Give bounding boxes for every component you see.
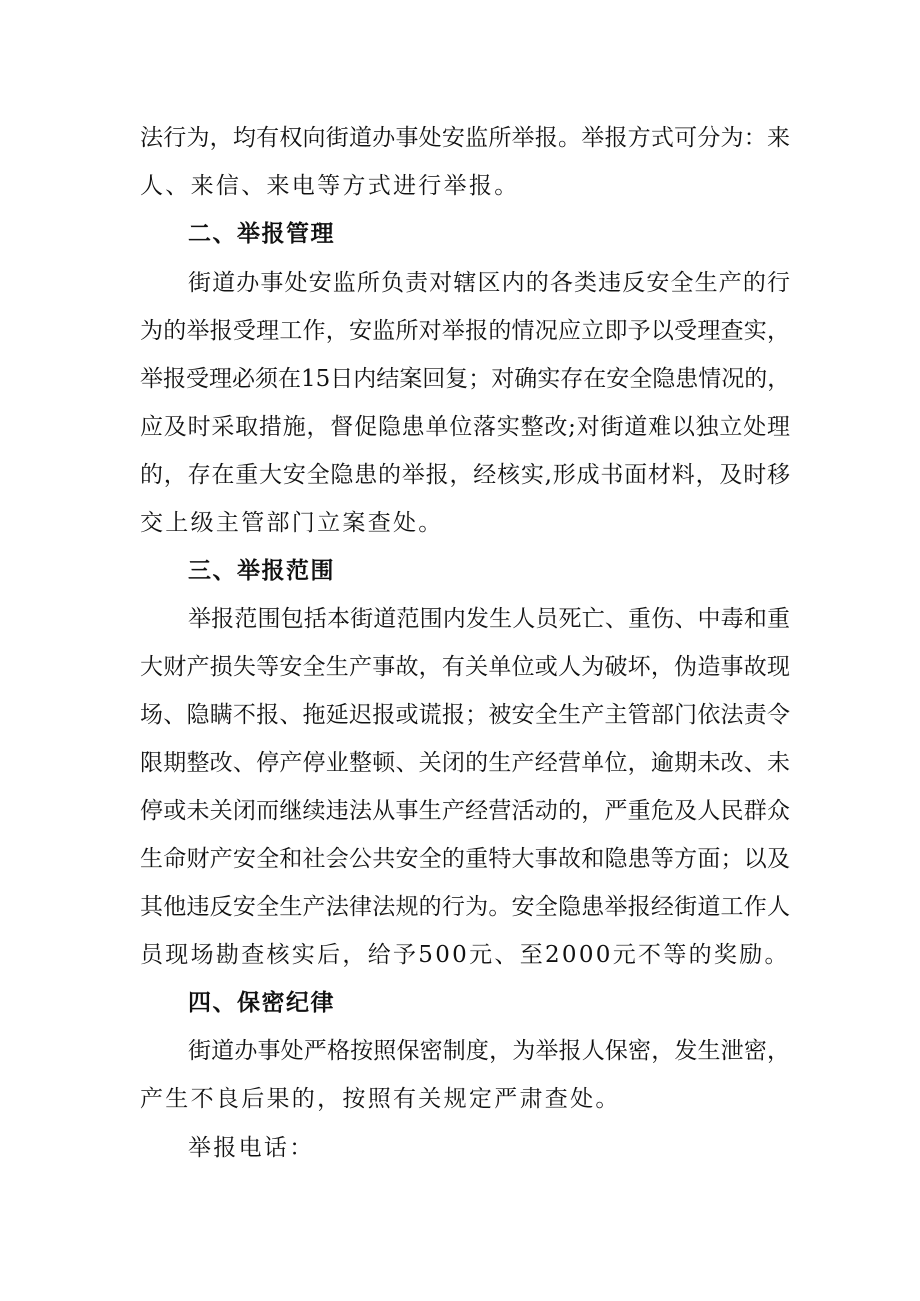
paragraph-line: 交上级主管部门立案查处。 xyxy=(140,510,444,536)
paragraph-line: 的，存在重大安全隐患的举报，经核实,形成书面材料，及时移 xyxy=(140,462,790,488)
paragraph-line: 应及时采取措施，督促隐患单位落实整改;对街道难以独立处理 xyxy=(140,414,790,440)
paragraph-line: 生命财产安全和社会公共安全的重特大事故和隐患等方面；以及 xyxy=(140,846,790,872)
paragraph-line: 限期整改、停产停业整顿、关闭的生产经营单位，逾期未改、未 xyxy=(140,750,790,776)
paragraph-line: 为的举报受理工作，安监所对举报的情况应立即予以受理查实， xyxy=(140,318,790,344)
section-heading-confidentiality: 四、保密纪律 xyxy=(188,990,335,1016)
paragraph-line: 场、隐瞒不报、拖延迟报或谎报；被安全生产主管部门依法责令 xyxy=(140,702,790,728)
paragraph-line: 产生不良后果的，按照有关规定严肃查处。 xyxy=(140,1086,621,1112)
paragraph-line: 停或未关闭而继续违法从事生产经营活动的，严重危及人民群众 xyxy=(140,798,790,824)
paragraph-line: 员现场勘查核实后，给予500元、至2000元不等的奖励。 xyxy=(140,942,790,968)
paragraph-line: 人、来信、来电等方式进行举报。 xyxy=(140,173,520,199)
section-heading-management: 二、举报管理 xyxy=(188,221,335,247)
paragraph-line: 举报范围包括本街道范围内发生人员死亡、重伤、中毒和重 xyxy=(188,606,790,632)
paragraph-line: 街道办事处安监所负责对辖区内的各类违反安全生产的行 xyxy=(188,270,790,296)
paragraph-line: 其他违反安全生产法律法规的行为。安全隐患举报经街道工作人 xyxy=(140,894,790,920)
paragraph-line: 举报受理必须在15日内结案回复；对确实存在安全隐患情况的， xyxy=(140,366,791,392)
section-heading-scope: 三、举报范围 xyxy=(188,558,335,584)
paragraph-line: 大财产损失等安全生产事故，有关单位或人为破坏，伪造事故现 xyxy=(140,654,790,680)
paragraph-line: 街道办事处严格按照保密制度，为举报人保密，发生泄密， xyxy=(188,1038,790,1064)
paragraph-line: 法行为，均有权向街道办事处安监所举报。举报方式可分为：来 xyxy=(140,125,790,151)
hotline-label: 举报电话： xyxy=(188,1135,315,1161)
